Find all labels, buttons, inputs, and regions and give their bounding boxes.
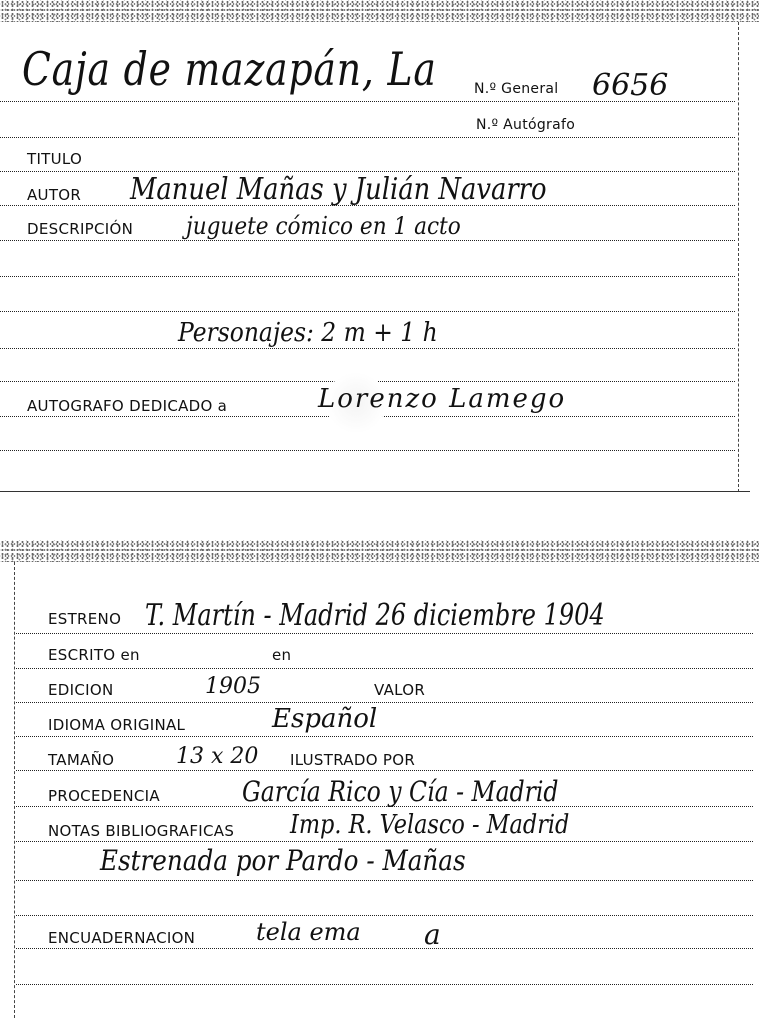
rule-line — [16, 668, 753, 669]
titulo-label: TITULO — [27, 150, 83, 168]
estreno-label: ESTRENO — [48, 610, 122, 628]
tamano-label: TAMAÑO — [48, 751, 115, 769]
escrito-label: ESCRITO en — [48, 646, 140, 664]
rule-line — [16, 984, 753, 985]
autor-value: Manuel Mañas y Julián Navarro — [130, 172, 547, 207]
rule-line — [16, 880, 753, 881]
idioma-value: Español — [272, 704, 378, 734]
encuadernacion-label: ENCUADERNACION — [48, 929, 196, 947]
tamano-value: 13 x 20 — [176, 744, 259, 769]
rule-line — [0, 240, 735, 241]
rule-line — [16, 702, 753, 703]
rule-line — [0, 311, 735, 312]
title-handwritten: Caja de mazapán, La — [22, 42, 437, 96]
descripcion-value: juguete cómico en 1 acto — [186, 212, 461, 240]
card-top-right-edge — [738, 22, 739, 492]
card-top-speckled-edge — [0, 0, 759, 22]
general-number-value: 6656 — [592, 68, 669, 103]
encuadernacion-value: tela ema — [256, 918, 361, 946]
procedencia-label: PROCEDENCIA — [48, 787, 160, 805]
dedicado-label: AUTOGRAFO DEDICADO a — [27, 397, 228, 415]
card-bottom-speckled-edge — [0, 540, 759, 562]
notas-value-line-2: Estrenada por Pardo - Mañas — [100, 844, 466, 877]
idioma-label: IDIOMA ORIGINAL — [48, 716, 186, 734]
rule-line — [16, 841, 753, 842]
card-bottom-left-edge — [14, 562, 15, 1018]
rule-line — [16, 736, 753, 737]
autografo-number-label: N.º Autógrafo — [476, 117, 576, 133]
procedencia-value: García Rico y Cía - Madrid — [242, 775, 559, 808]
edicion-value: 1905 — [205, 674, 261, 699]
valor-label: VALOR — [374, 681, 426, 699]
rule-line — [16, 915, 753, 916]
descripcion-label: DESCRIPCIÓN — [27, 220, 134, 238]
rule-line — [16, 948, 753, 949]
rule-line — [0, 276, 735, 277]
rule-line — [0, 137, 735, 138]
catalog-card-top — [0, 0, 759, 495]
card-top-bottom-edge — [0, 491, 750, 492]
estreno-value: T. Martín - Madrid 26 diciembre 1904 — [145, 598, 605, 633]
ilustrado-label: ILUSTRADO POR — [290, 751, 416, 769]
autor-label: AUTOR — [27, 186, 82, 204]
rule-line — [0, 450, 735, 451]
rule-line — [16, 770, 753, 771]
notas-label: NOTAS BIBLIOGRAFICAS — [48, 822, 235, 840]
encuadernacion-mark: a — [424, 918, 441, 951]
catalog-card-bottom — [0, 540, 759, 1020]
personajes-note: Personajes: 2 m + 1 h — [178, 318, 438, 348]
rule-line — [16, 633, 753, 634]
dedicado-value: Lorenzo Lamego — [318, 384, 567, 414]
general-number-label: N.º General — [474, 81, 559, 97]
escrito-en-label: en — [272, 646, 292, 664]
edicion-label: EDICION — [48, 681, 114, 699]
notas-value: Imp. R. Velasco - Madrid — [290, 810, 570, 840]
rule-line — [0, 348, 735, 349]
